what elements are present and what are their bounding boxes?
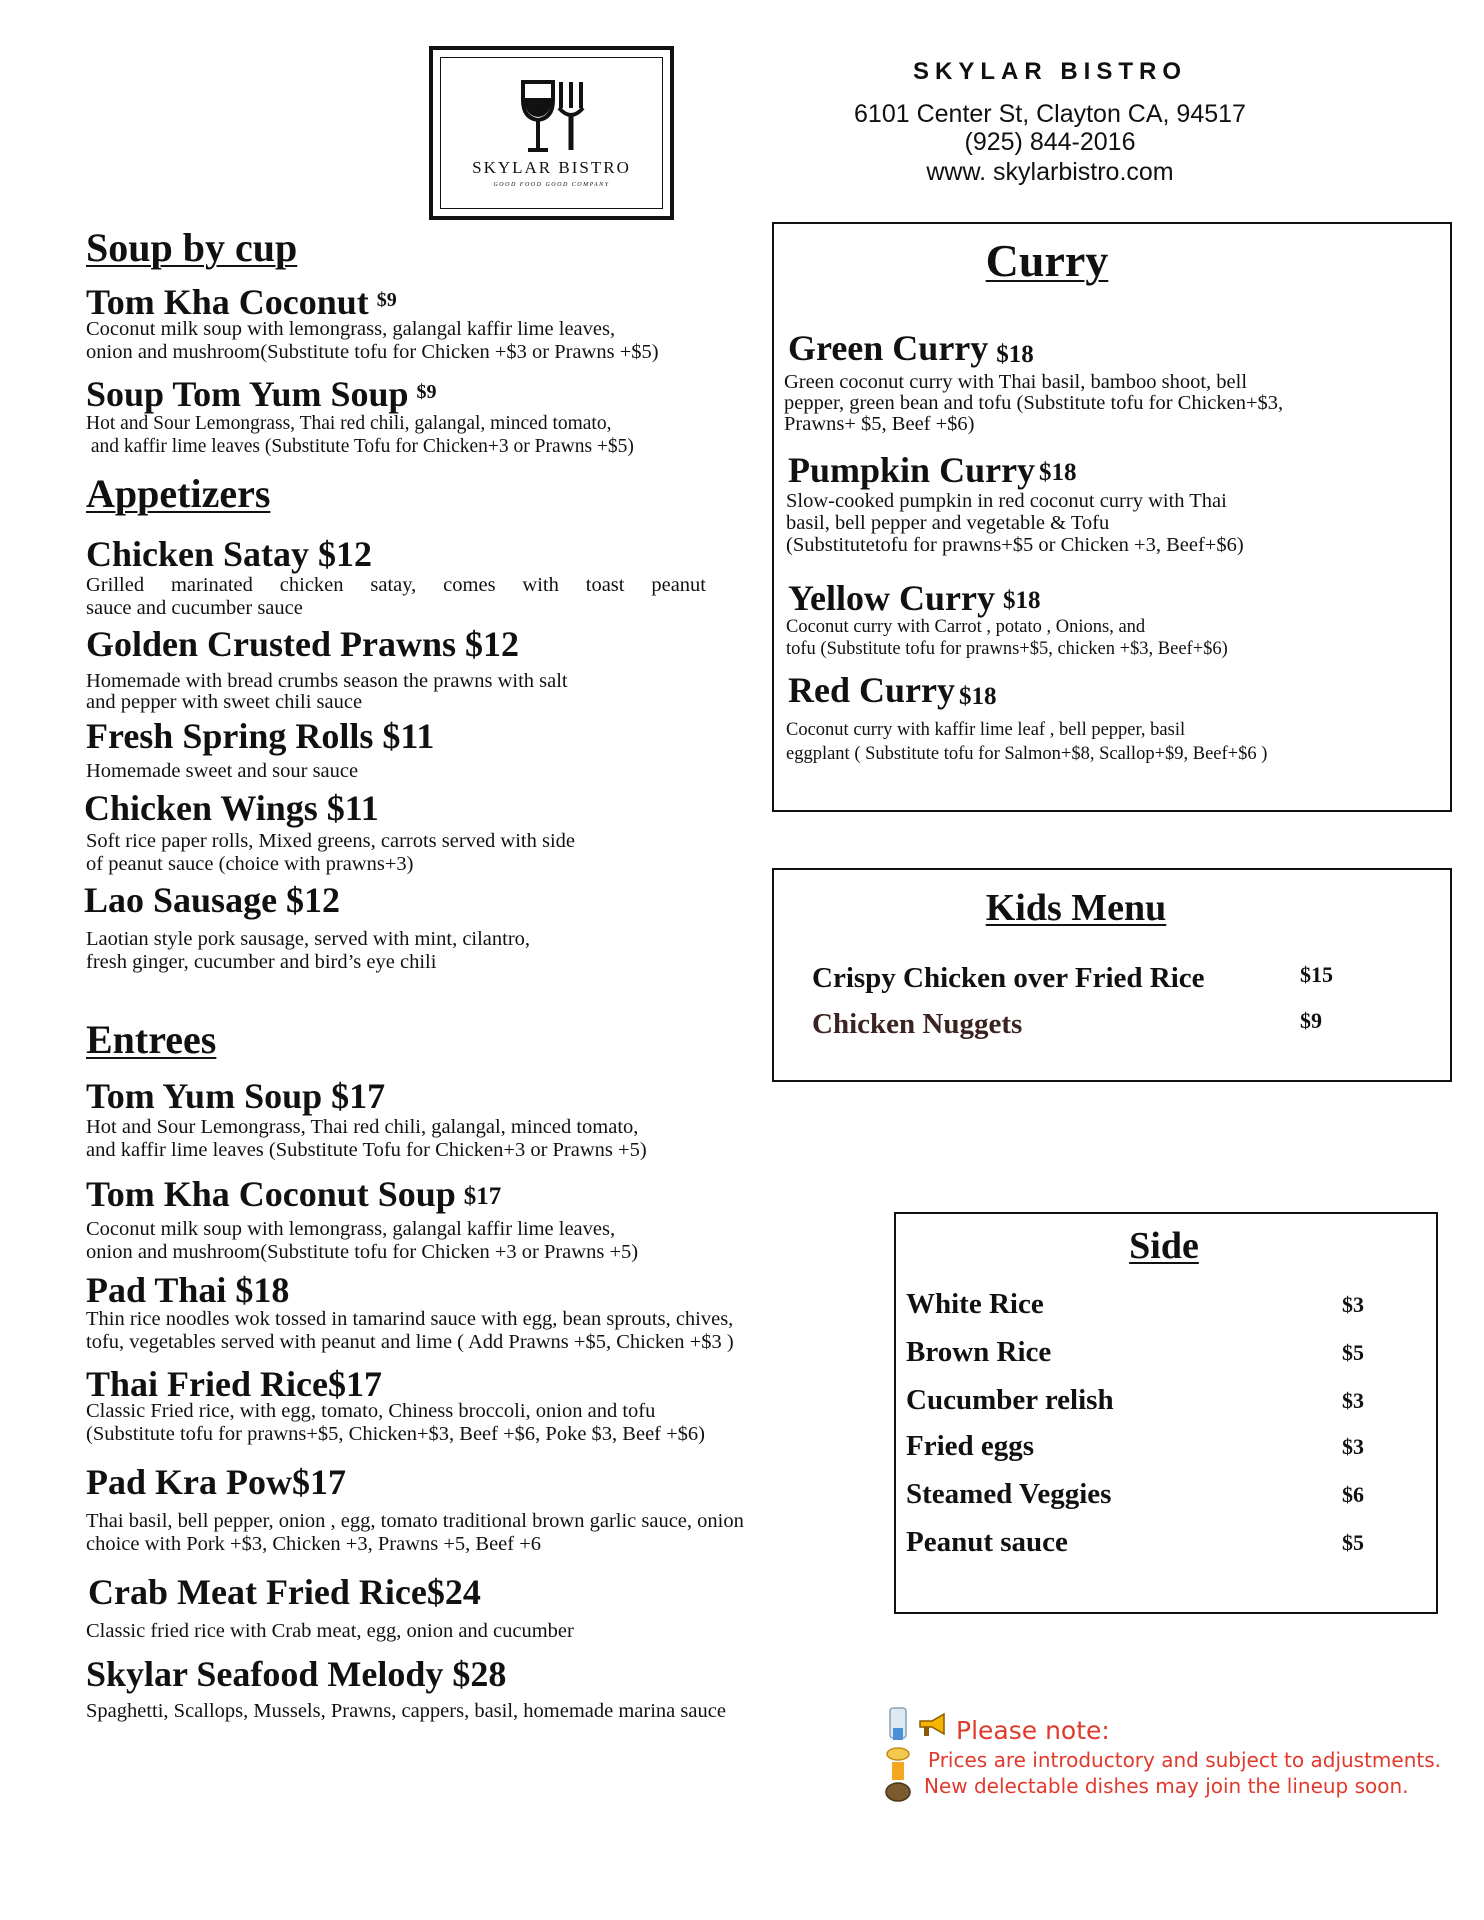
phone: (925) 844-2016 — [964, 128, 1136, 156]
menu-item-desc: Classic fried rice with Crab meat, egg, onion and cucumber — [86, 1620, 574, 1642]
side-item-price: $3 — [1342, 1292, 1364, 1317]
menu-item-desc: Hot and Sour Lemongrass, Thai red chili, galangal, minced tomato, and kaffir lime leaves (Substitute Tofu for Chicken+3 or Prawns +5) — [86, 1116, 647, 1161]
menu-item-desc: Green coconut curry with Thai basil, bamboo shoot, bell pepper, green bean and tofu (Substitute tofu for Chicken+$3, Prawns+ $5, Beef +$6) — [784, 371, 1284, 435]
menu-item-name: Tom Kha Coconut Soup $17 — [86, 1174, 502, 1214]
menu-item-desc: Laotian style pork sausage, served with mint, cilantro, fresh ginger, cucumber and bird’s eye chili — [86, 928, 531, 973]
menu-item-name: Chicken Satay $12 — [86, 534, 373, 574]
menu-item-name: Pad Thai $18 — [86, 1270, 290, 1310]
menu-item-desc: Soft rice paper rolls, Mixed greens, carrots served with side of peanut sauce (choice with prawns+3) — [86, 830, 576, 875]
logo-text: SKYLAR BISTRO — [472, 158, 631, 177]
side-item-price: $3 — [1342, 1434, 1364, 1459]
side-item-name: Cucumber relish — [906, 1384, 1114, 1416]
megaphone-icon — [918, 1712, 948, 1738]
side-item-name: Brown Rice — [906, 1336, 1052, 1368]
wine-fork-icon — [519, 78, 589, 156]
note-title: Please note: — [956, 1716, 1110, 1745]
side-item-price: $3 — [1342, 1388, 1364, 1413]
menu-item-desc: Coconut curry with kaffir lime leaf , bell pepper, basil eggplant ( Substitute tofu for Salmon+$8, Scallop+$9, Beef+$6 ) — [786, 720, 1268, 764]
address: 6101 Center St, Clayton CA, 94517 — [854, 100, 1246, 128]
drink-food-icon — [884, 1706, 920, 1806]
menu-item-desc: Classic Fried rice, with egg, tomato, Chiness broccoli, onion and tofu (Substitute tofu for prawns+$5, Chicken+$3, Beef +$6, Poke $3, Beef +$6) — [86, 1400, 706, 1445]
menu-item-desc: Thai basil, bell pepper, onion , egg, tomato traditional brown garlic sauce, onion choice with Pork +$3, Chicken +3, Prawns +5, Beef +6 — [86, 1510, 744, 1555]
menu-item-desc: Coconut milk soup with lemongrass, galangal kaffir lime leaves, onion and mushroom(Substitute tofu for Chicken +3 or Prawns +5) — [86, 1218, 639, 1263]
kids-item-price: $15 — [1300, 962, 1333, 987]
menu-item-name: Green Curry $18 — [788, 328, 1034, 368]
menu-item-desc: Homemade sweet and sour sauce — [86, 760, 359, 782]
menu-item-name: Crab Meat Fried Rice$24 — [88, 1572, 481, 1612]
menu-item-name: Tom Kha Coconut $^{\$9}$ — [86, 282, 397, 322]
entrees-section-title: Entrees — [86, 1017, 217, 1062]
side-section-title: Side — [1129, 1225, 1199, 1267]
side-item-price: $6 — [1342, 1482, 1364, 1507]
menu-item-desc: Hot and Sour Lemongrass, Thai red chili, galangal, minced tomato, and kaffir lime leaves (Substitute Tofu for Chicken+3 or Prawns +$5) — [86, 413, 634, 457]
menu-item-name: Golden Crusted Prawns $12 — [86, 624, 520, 664]
menu-item-name: Lao Sausage $12 — [84, 880, 341, 920]
kids-item-name: Chicken Nuggets — [812, 1008, 1023, 1040]
menu-item-desc: Grilled marinated chicken satay, comes with toast peanut sauce and cucumber sauce — [86, 574, 706, 619]
logo-tagline: GOOD FOOD GOOD COMPANY — [493, 182, 610, 188]
logo — [429, 46, 674, 220]
menu-item-name: Thai Fried Rice$17 — [86, 1364, 382, 1404]
menu-item-name: Chicken Wings $11 — [84, 788, 379, 828]
kids-menu-title: Kids Menu — [985, 887, 1167, 929]
kids-item-name: Crispy Chicken over Fried Rice — [812, 962, 1205, 994]
menu-item-name: Pumpkin Curry $18 — [788, 450, 1077, 490]
menu-item-name: Fresh Spring Rolls $11 — [86, 716, 435, 756]
menu-item-desc: Spaghetti, Scallops, Mussels, Prawns, cappers, basil, homemade marina sauce — [86, 1700, 726, 1722]
note-line-2: New delectable dishes may join the lineup soon. — [924, 1774, 1409, 1798]
menu-item-name: Yellow Curry $18 — [788, 578, 1041, 618]
bistro-name: SKYLAR BISTRO — [912, 58, 1187, 85]
menu-item-desc: Homemade with bread crumbs season the prawns with salt and pepper with sweet chili sauce — [86, 670, 568, 713]
side-item-name: White Rice — [906, 1288, 1044, 1320]
menu-item-name: Soup Tom Yum Soup $^{\$9}$ — [86, 374, 437, 414]
side-item-name: Peanut sauce — [906, 1526, 1068, 1558]
appetizers-section-title: Appetizers — [86, 471, 271, 516]
side-item-name: Fried eggs — [906, 1430, 1035, 1462]
side-item-name: Steamed Veggies — [906, 1478, 1112, 1510]
menu-item-desc: Coconut milk soup with lemongrass, galangal kaffir lime leaves, onion and mushroom(Substitute tofu for Chicken +$3 or Prawns +$5) — [86, 318, 659, 363]
menu-item-desc: Coconut curry with Carrot , potato , Onions, and tofu (Substitute tofu for prawns+$5, chicken +$3, Beef+$6) — [786, 617, 1228, 659]
menu-item-name: Skylar Seafood Melody $28 — [86, 1654, 507, 1694]
kids-item-price: $9 — [1300, 1008, 1322, 1033]
soup-section-title: Soup by cup — [86, 225, 298, 270]
menu-item-name: Pad Kra Pow$17 — [86, 1462, 346, 1502]
website-link[interactable]: www. skylarbistro.com — [926, 158, 1174, 186]
curry-section-title: Curry — [985, 235, 1109, 286]
menu-item-name: Tom Yum Soup $17 — [86, 1076, 386, 1116]
side-item-price: $5 — [1342, 1530, 1364, 1555]
menu-item-name: Red Curry $18 — [788, 670, 997, 710]
note-line-1: Prices are introductory and subject to adjustments. — [928, 1748, 1442, 1772]
menu-item-desc: Slow-cooked pumpkin in red coconut curry with Thai basil, bell pepper and vegetable & Tofu (Substitutetofu for prawns+$5 or Chicken +3, Beef+$6) — [786, 490, 1244, 556]
menu-item-desc: Thin rice noodles wok tossed in tamarind sauce with egg, bean sprouts, chives, tofu, vegetables served with peanut and lime ( Add Prawns +$5, Chicken +$3 ) — [86, 1308, 734, 1353]
side-item-price: $5 — [1342, 1340, 1364, 1365]
